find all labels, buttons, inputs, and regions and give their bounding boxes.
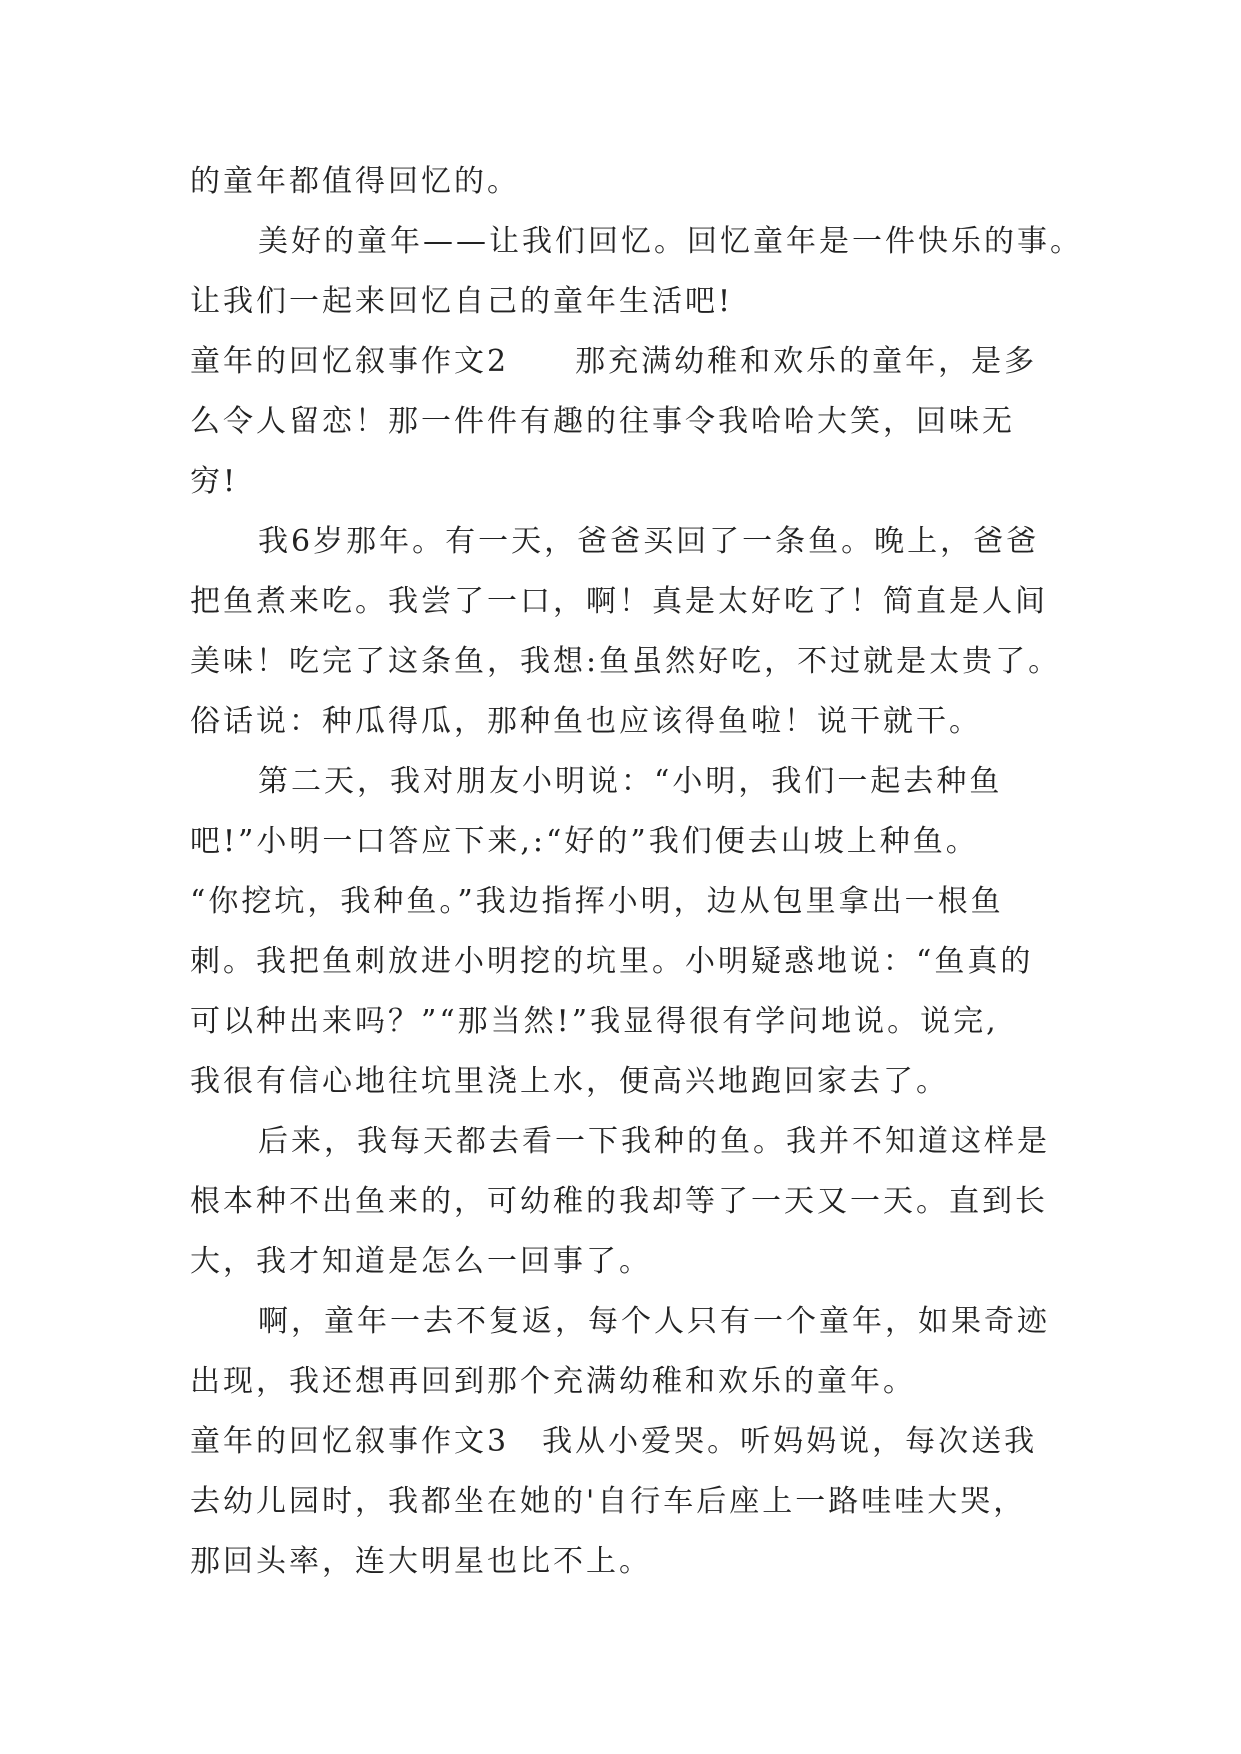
text-line: 刺。我把鱼刺放进小明挖的坑里。小明疑惑地说：“鱼真的 (190, 944, 1034, 979)
document-body (190, 152, 1083, 1592)
text-line: 的童年都值得回忆的。 (190, 164, 520, 199)
text-line: 童年的回忆叙事作文2 那充满幼稚和欢乐的童年，是多 (190, 344, 1038, 379)
text-line: 穷! (190, 464, 239, 499)
text-line: 可以种出来吗？”“那当然!”我显得很有学问地说。说完, (190, 1004, 999, 1039)
text-line: 美好的童年——让我们回忆。回忆童年是一件快乐的事。 (258, 224, 1083, 259)
text-line: 大，我才知道是怎么一回事了。 (190, 1244, 652, 1279)
text-line: “你挖坑，我种鱼。”我边指挥小明，边从包里拿出一根鱼 (190, 884, 1004, 919)
text-line: 出现，我还想再回到那个充满幼稚和欢乐的童年。 (190, 1364, 916, 1399)
text-line: 美味！吃完了这条鱼，我想:鱼虽然好吃，不过就是太贵了。 (190, 644, 1062, 679)
text-line: 那回头率，连大明星也比不上。 (190, 1544, 652, 1579)
text-line: 么令人留恋！那一件件有趣的往事令我哈哈大笑，回味无 (190, 404, 1015, 439)
text-line: 俗话说：种瓜得瓜，那种鱼也应该得鱼啦！说干就干。 (190, 704, 982, 739)
text-line: 吧!”小明一口答应下来,:“好的”我们便去山坡上种鱼。 (190, 824, 979, 859)
text-line: 我6岁那年。有一天，爸爸买回了一条鱼。晚上，爸爸 (258, 524, 1040, 559)
text-line: 后来，我每天都去看一下我种的鱼。我并不知道这样是 (258, 1124, 1050, 1159)
text-line: 第二天，我对朋友小明说：“小明，我们一起去种鱼 (258, 764, 1003, 799)
text-line: 童年的回忆叙事作文3 我从小爱哭。听妈妈说，每次送我 (190, 1424, 1038, 1459)
text-line: 啊，童年一去不复返，每个人只有一个童年，如果奇迹 (258, 1304, 1050, 1339)
text-line: 去幼儿园时，我都坐在她的'自行车后座上一路哇哇大哭， (190, 1484, 1027, 1519)
text-line: 把鱼煮来吃。我尝了一口，啊！真是太好吃了！简直是人间 (190, 584, 1048, 619)
text-line: 根本种不出鱼来的，可幼稚的我却等了一天又一天。直到长 (190, 1184, 1048, 1219)
text-line: 让我们一起来回忆自己的童年生活吧! (190, 284, 734, 319)
text-line: 我很有信心地往坑里浇上水，便高兴地跑回家去了。 (190, 1064, 949, 1099)
